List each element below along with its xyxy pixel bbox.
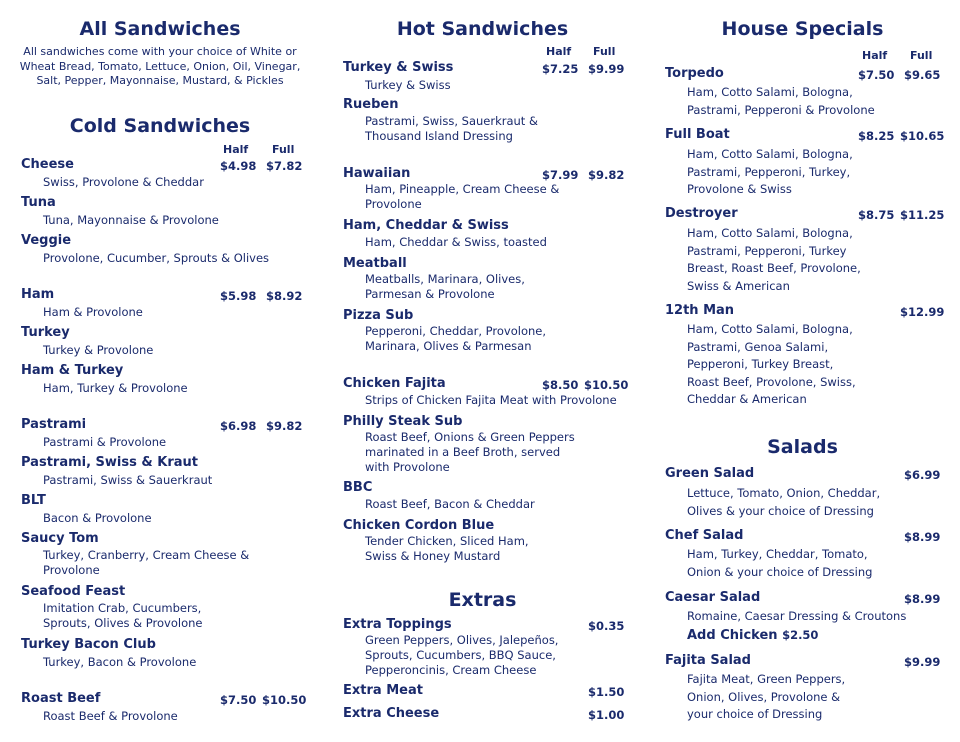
half-price: $8.50 (542, 378, 579, 392)
house-specials-title: House Specials (721, 18, 884, 40)
menu-item-desc: Roast Beef & Provolone (43, 709, 178, 723)
salads-title: Salads (767, 436, 838, 458)
menu-item-name: Seafood Feast (21, 584, 126, 599)
half-price: $7.50 (858, 68, 895, 82)
add-chicken-label: Add Chicken (687, 628, 778, 643)
menu-item-name: Rueben (343, 97, 399, 112)
full-price: $9.65 (904, 68, 941, 82)
menu-item-name: Turkey Bacon Club (21, 637, 156, 652)
menu-item-name: Extra Meat (343, 683, 423, 698)
half-price: $7.25 (542, 62, 579, 76)
menu-item-name: Chicken Fajita (343, 376, 446, 391)
menu-item-desc: Turkey & Swiss (365, 78, 451, 92)
half-price: $7.50 (220, 693, 257, 707)
menu-item-name: Extra Cheese (343, 706, 440, 721)
menu-item-name: Pizza Sub (343, 308, 414, 323)
full-price: $10.50 (584, 378, 629, 392)
menu-item-name: BLT (21, 493, 46, 508)
price: $9.99 (904, 655, 941, 669)
full-price: $10.65 (900, 129, 945, 143)
menu-item-name: Ham (21, 287, 55, 302)
menu-item-desc: Strips of Chicken Fajita Meat with Provolone (365, 393, 617, 407)
menu-item-desc: Pastrami, Swiss & Sauerkraut (43, 473, 213, 487)
menu-item-name: Full Boat (665, 127, 730, 142)
price: $1.00 (588, 708, 625, 722)
menu-item-name: 12th Man (665, 303, 735, 318)
menu-item-desc: Pastrami, Swiss, Sauerkraut & Thousand Island Dressing (365, 114, 538, 143)
menu-item-desc: Ham, Cotto Salami, Bologna, Pastrami, Pepperoni & Provolone (687, 85, 875, 117)
menu-item-name: Hawaiian (343, 166, 411, 181)
add-chicken-line (687, 628, 818, 643)
full-price: $8.92 (266, 289, 303, 303)
menu-item-desc: Roast Beef, Bacon & Cheddar (365, 497, 535, 511)
menu-item-name: BBC (343, 480, 373, 495)
menu-item-name: Ham, Cheddar & Swiss (343, 218, 509, 233)
menu-item-name: Torpedo (665, 66, 724, 81)
menu-item-desc: Ham, Turkey & Provolone (43, 381, 188, 395)
hot-half-label: Half (546, 45, 572, 58)
menu-item-name: Chef Salad (665, 528, 744, 543)
menu-item-desc: Swiss, Provolone & Cheddar (43, 175, 204, 189)
price: $1.50 (588, 685, 625, 699)
all-sandwiches-intro: All sandwiches come with your choice of White or Wheat Bread, Tomato, Lettuce, Onion, Oil, Vinegar, Salt, Pepper, Mayonnaise, Mustard, & Pickles (19, 45, 301, 87)
menu-item-name: Veggie (21, 233, 72, 248)
menu-item-desc: Imitation Crab, Cucumbers, Sprouts, Olives & Provolone (43, 601, 203, 630)
menu-item-name: Caesar Salad (665, 590, 761, 605)
menu-item-desc: Meatballs, Marinara, Olives, Parmesan & Provolone (365, 272, 525, 301)
menu-item-name: Fajita Salad (665, 653, 751, 668)
menu-item-desc: Ham, Cotto Salami, Bologna, Pastrami, Pepperoni, Turkey, Provolone & Swiss (687, 147, 853, 196)
menu-item-desc: Turkey, Cranberry, Cream Cheese & Provolone (43, 548, 250, 577)
half-price: $7.99 (542, 168, 579, 182)
price: $6.99 (904, 468, 941, 482)
menu-item-name: Philly Steak Sub (343, 414, 463, 429)
specials-half-label: Half (862, 49, 888, 62)
half-price: $5.98 (220, 289, 257, 303)
half-price: $8.25 (858, 129, 895, 143)
menu-item-desc: Fajita Meat, Green Peppers, Onion, Olives, Provolone & your choice of Dressing (687, 672, 846, 721)
menu-item-desc: Pepperoni, Cheddar, Provolone, Marinara, Olives & Parmesan (365, 324, 546, 353)
menu-item-desc: Turkey, Bacon & Provolone (43, 655, 197, 669)
menu-item-desc: Turkey & Provolone (43, 343, 154, 357)
menu-item-desc: Ham, Pineapple, Cream Cheese & Provolone (365, 182, 560, 211)
menu-item-desc: Green Peppers, Olives, Jalepeños, Sprouts, Cucumbers, BBQ Sauce, Pepperoncinis, Cream Cheese (365, 633, 559, 677)
menu-item-desc: Pastrami & Provolone (43, 435, 167, 449)
full-price: $9.99 (588, 62, 625, 76)
menu-item-name: Turkey & Swiss (343, 60, 454, 75)
menu-item-desc: Tender Chicken, Sliced Ham, Swiss & Honey Mustard (365, 534, 529, 563)
menu-item-name: Roast Beef (21, 691, 101, 706)
hot-full-label: Full (593, 45, 616, 58)
half-price: $8.75 (858, 208, 895, 222)
menu-item-desc: Bacon & Provolone (43, 511, 152, 525)
full-price: $12.99 (900, 305, 945, 319)
full-price: $7.82 (266, 159, 303, 173)
menu-item-name: Pastrami (21, 417, 87, 432)
menu-item-name: Saucy Tom (21, 531, 99, 546)
menu-item-name: Chicken Cordon Blue (343, 518, 495, 533)
hot-sandwiches-title: Hot Sandwiches (396, 18, 569, 40)
add-chicken-price: $2.50 (782, 628, 819, 642)
full-price: $11.25 (900, 208, 945, 222)
half-price: $4.98 (220, 159, 257, 173)
specials-full-label: Full (910, 49, 933, 62)
menu-item-desc: Provolone, Cucumber, Sprouts & Olives (43, 251, 270, 265)
cold-full-label: Full (272, 143, 295, 156)
cold-sandwiches-title: Cold Sandwiches (69, 115, 251, 137)
menu-item-desc: Ham, Cotto Salami, Bologna, Pastrami, Pepperoni, Turkey Breast, Roast Beef, Provolone, Swiss & American (687, 226, 861, 293)
menu-item-desc: Roast Beef, Onions & Green Peppers marinated in a Beef Broth, served with Provolone (365, 430, 575, 474)
menu-item-name: Pastrami, Swiss & Kraut (21, 455, 198, 470)
menu-item-desc: Lettuce, Tomato, Onion, Cheddar, Olives & your choice of Dressing (687, 486, 881, 518)
price: $8.99 (904, 530, 941, 544)
menu-item-name: Meatball (343, 256, 407, 271)
menu-item-name: Tuna (21, 195, 56, 210)
menu-item-desc: Ham, Turkey, Cheddar, Tomato, Onion & your choice of Dressing (687, 547, 873, 579)
cold-half-label: Half (223, 143, 249, 156)
menu-item-desc: Romaine, Caesar Dressing & Croutons (687, 609, 907, 623)
menu-item-name: Destroyer (665, 206, 738, 221)
menu-item-desc: Ham, Cotto Salami, Bologna, Pastrami, Genoa Salami, Pepperoni, Turkey Breast, Roast Beef, Provolone, Swiss, Cheddar & American (687, 322, 856, 406)
price: $0.35 (588, 619, 625, 633)
menu-item-name: Green Salad (665, 466, 755, 481)
menu-item-name: Extra Toppings (343, 617, 452, 632)
menu-item-desc: Tuna, Mayonnaise & Provolone (43, 213, 219, 227)
extras-title: Extras (448, 589, 517, 611)
full-price: $9.82 (588, 168, 625, 182)
half-price: $6.98 (220, 419, 257, 433)
menu-item-name: Cheese (21, 157, 74, 172)
all-sandwiches-title: All Sandwiches (79, 18, 241, 40)
price: $8.99 (904, 592, 941, 606)
menu-item-desc: Ham & Provolone (43, 305, 143, 319)
full-price: $10.50 (262, 693, 307, 707)
menu-item-name: Ham & Turkey (21, 363, 124, 378)
full-price: $9.82 (266, 419, 303, 433)
menu-item-name: Turkey (21, 325, 70, 340)
menu-item-desc: Ham, Cheddar & Swiss, toasted (365, 235, 547, 249)
